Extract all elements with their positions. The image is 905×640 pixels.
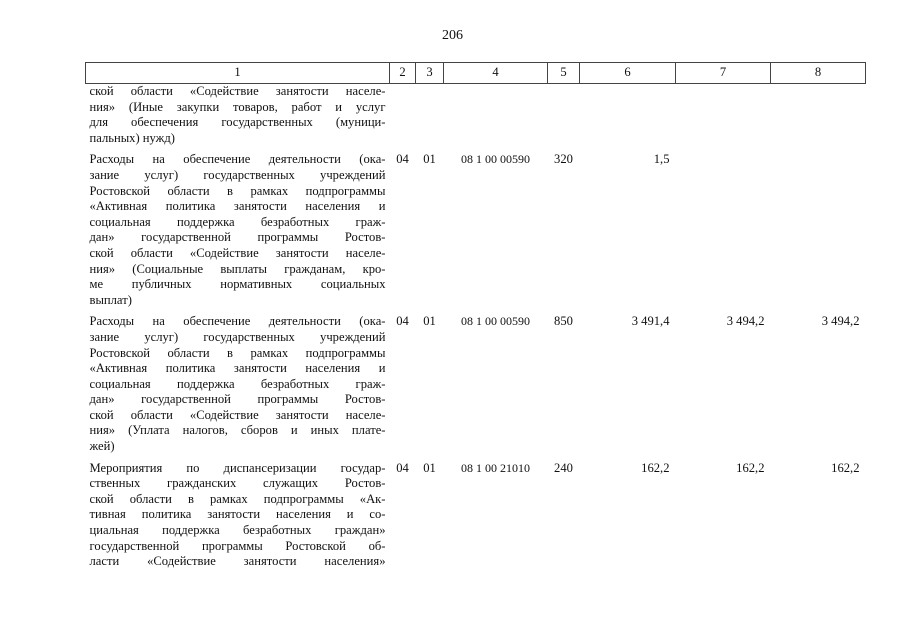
description-line: тивная политика занятости населения и со- [89, 507, 386, 522]
row-section-code: 04 [396, 460, 409, 475]
description-line: социальная поддержка безработных граж- [89, 214, 386, 229]
description-line: социальная поддержка безработных граж- [89, 376, 386, 391]
header-cell-1: 1 [86, 63, 390, 84]
budget-table [85, 62, 866, 576]
description-line: зание услуг) государственных учреждений [89, 167, 386, 182]
row-expense-type: 240 [554, 460, 573, 475]
row-amount-col7: 162,2 [736, 460, 765, 475]
row-amount-col7 [676, 84, 771, 153]
description-line: ласти «Содействие занятости населения» [89, 554, 386, 569]
description-line: пальных) нужд) [89, 130, 175, 145]
description-line: Ростовской области в рамках подпрограммы [89, 183, 386, 198]
row-amount-col8 [771, 152, 866, 314]
row-subsection-code: 01 [423, 314, 436, 329]
table-row [86, 314, 866, 460]
table-row [86, 461, 866, 576]
description-line: циальная поддержка безработных граждан» [89, 523, 386, 538]
description-line: для обеспечения государственных (муници- [89, 115, 386, 130]
row-subsection-code: 01 [423, 152, 436, 167]
row-amount-col6: 3 491,4 [631, 314, 670, 329]
row-expense-type [548, 84, 580, 153]
description-line: ме публичных нормативных социальных [89, 277, 386, 292]
row-amount-col7: 3 494,2 [726, 314, 765, 329]
row-amount-col6: 162,2 [641, 460, 670, 475]
description-line: жей) [89, 439, 115, 454]
header-cell-2: 2 [390, 63, 416, 84]
header-cell-3: 3 [416, 63, 444, 84]
row-description [86, 461, 390, 576]
description-line: ской области «Содействие занятости населе- [89, 407, 386, 422]
description-line: ния» (Уплата налогов, сборов и иных плате- [89, 423, 386, 438]
description-line: Мероприятия по диспансеризации государ- [89, 460, 386, 475]
row-amount-col7 [676, 152, 771, 314]
row-amount-col8: 3 494,2 [821, 314, 860, 329]
row-section-code: 04 [396, 314, 409, 329]
header-cell-5: 5 [548, 63, 580, 84]
row-target-code [444, 84, 548, 153]
description-line: дан» государственной программы Ростов- [89, 392, 386, 407]
description-line: «Активная политика занятости населения и [89, 361, 386, 376]
header-cell-7: 7 [676, 63, 771, 84]
description-line: выплат) [89, 292, 132, 307]
header-row [86, 63, 866, 84]
description-line: ской области «Содействие занятости населе- [89, 245, 386, 260]
row-section-code [390, 84, 416, 153]
description-line: ния» (Социальные выплаты гражданам, кро- [89, 261, 386, 276]
description-line: Ростовской области в рамках подпрограммы [89, 345, 386, 360]
row-amount-col6: 1,5 [653, 152, 670, 167]
row-target-code: 08 1 00 00590 [461, 152, 530, 167]
row-section-code: 04 [396, 152, 409, 167]
row-description [86, 314, 390, 460]
row-expense-type: 850 [554, 314, 573, 329]
row-target-code: 08 1 00 00590 [461, 314, 530, 329]
description-line: зание услуг) государственных учреждений [89, 329, 386, 344]
description-line: Расходы на обеспечение деятельности (ока- [89, 314, 386, 329]
table-row [86, 84, 866, 153]
row-subsection-code: 01 [423, 460, 436, 475]
description-line: Расходы на обеспечение деятельности (ока- [89, 152, 386, 167]
row-amount-col8: 162,2 [831, 460, 860, 475]
header-cell-4: 4 [444, 63, 548, 84]
description-line: государственной программы Ростовской об- [89, 538, 386, 553]
description-line: дан» государственной программы Ростов- [89, 230, 386, 245]
description-line: ской области в рамках подпрограммы «Ак- [89, 491, 386, 506]
page-number: 206 [442, 28, 463, 43]
row-amount-col8 [771, 84, 866, 153]
description-line: ственных гражданских служащих Ростов- [89, 476, 386, 491]
row-target-code: 08 1 00 21010 [461, 460, 530, 475]
row-subsection-code [416, 84, 444, 153]
row-description [86, 152, 390, 314]
description-line: ской области «Содействие занятости населе- [89, 84, 386, 98]
row-description [86, 84, 390, 153]
row-amount-col6 [580, 84, 676, 153]
header-cell-6: 6 [580, 63, 676, 84]
row-expense-type: 320 [554, 152, 573, 167]
header-cell-8: 8 [771, 63, 866, 84]
description-line: «Активная политика занятости населения и [89, 199, 386, 214]
description-line: ния» (Иные закупки товаров, работ и услуг [89, 99, 386, 114]
table-row [86, 152, 866, 314]
